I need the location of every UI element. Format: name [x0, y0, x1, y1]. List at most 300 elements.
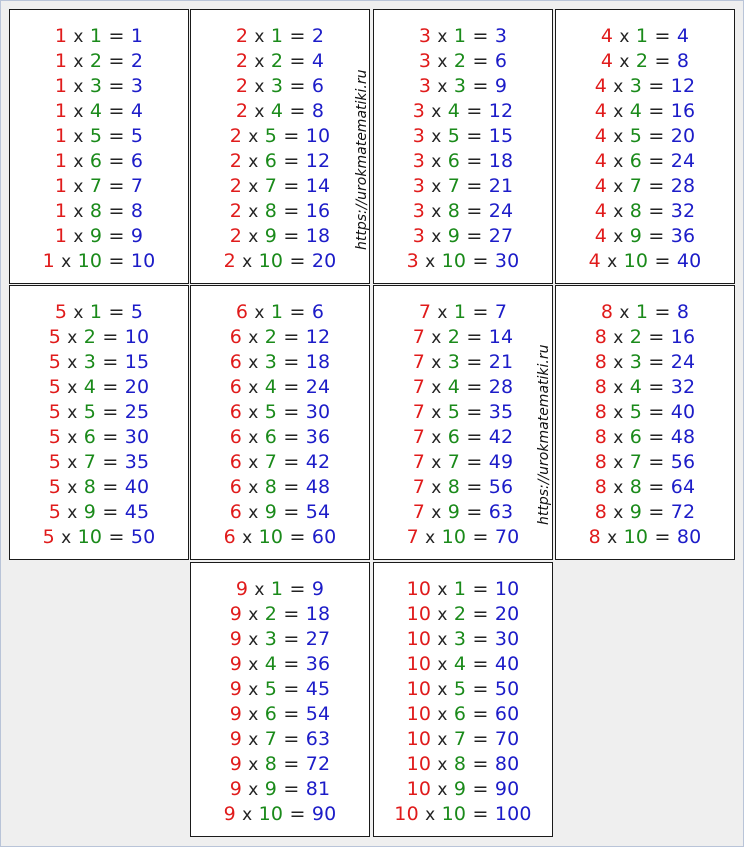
equals-sign: =	[108, 301, 125, 323]
table-row	[374, 802, 552, 827]
multiplier: 9	[264, 501, 278, 523]
multiplier: 3	[270, 75, 284, 97]
multiplier: 4	[629, 100, 643, 122]
equals-sign: =	[648, 376, 665, 398]
product: 63	[305, 728, 331, 750]
multiplier: 5	[83, 401, 97, 423]
equals-sign: =	[102, 351, 119, 373]
factor: 6	[229, 401, 243, 423]
factor: 7	[412, 376, 426, 398]
product: 16	[305, 200, 331, 222]
factor: 5	[48, 376, 62, 398]
multiplier: 1	[270, 301, 284, 323]
product: 36	[305, 653, 331, 675]
table-row	[191, 777, 369, 802]
table-row	[374, 500, 552, 525]
product: 12	[305, 150, 331, 172]
table-row	[374, 325, 552, 350]
product: 30	[494, 250, 520, 272]
times-sign: x	[431, 353, 442, 373]
times-sign: x	[619, 27, 630, 47]
multiplier: 4	[453, 653, 467, 675]
table-card-5	[9, 285, 189, 560]
equals-sign: =	[108, 250, 125, 272]
times-sign: x	[248, 428, 259, 448]
table-row	[10, 199, 188, 224]
table-row	[191, 702, 369, 727]
multiplier: 5	[89, 125, 103, 147]
table-row	[10, 350, 188, 375]
table-row	[556, 450, 734, 475]
equals-sign: =	[289, 25, 306, 47]
factor: 10	[406, 628, 432, 650]
multiplier: 8	[264, 476, 278, 498]
equals-sign: =	[472, 653, 489, 675]
equals-sign: =	[466, 175, 483, 197]
equals-sign: =	[108, 100, 125, 122]
multiplier: 5	[629, 401, 643, 423]
times-sign: x	[254, 77, 265, 97]
multiplier: 8	[83, 476, 97, 498]
times-sign: x	[73, 152, 84, 172]
times-sign: x	[67, 353, 78, 373]
factor: 3	[412, 100, 426, 122]
multiplier: 7	[447, 175, 461, 197]
table-row	[10, 425, 188, 450]
product: 3	[130, 75, 144, 97]
product: 45	[305, 678, 331, 700]
multiplier: 4	[629, 376, 643, 398]
factor: 7	[412, 426, 426, 448]
table-row	[556, 325, 734, 350]
product: 10	[305, 125, 331, 147]
product: 45	[124, 501, 150, 523]
equals-sign: =	[472, 578, 489, 600]
factor: 10	[406, 753, 432, 775]
factor: 6	[229, 501, 243, 523]
factor: 4	[594, 200, 608, 222]
table-row	[191, 124, 369, 149]
multiplier: 7	[89, 175, 103, 197]
product: 7	[494, 301, 508, 323]
multiplier: 7	[453, 728, 467, 750]
times-sign: x	[613, 353, 624, 373]
times-sign: x	[248, 730, 259, 750]
multiplier: 10	[441, 250, 467, 272]
product: 28	[670, 175, 696, 197]
factor: 7	[412, 326, 426, 348]
multiplier: 3	[447, 351, 461, 373]
table-row	[191, 74, 369, 99]
times-sign: x	[607, 252, 618, 272]
table-row	[556, 400, 734, 425]
times-sign: x	[242, 252, 253, 272]
equals-sign: =	[648, 150, 665, 172]
table-row	[374, 727, 552, 752]
product: 5	[130, 301, 144, 323]
multiplier: 9	[447, 501, 461, 523]
product: 18	[305, 351, 331, 373]
factor: 1	[54, 175, 68, 197]
product: 2	[311, 25, 325, 47]
factor: 3	[418, 25, 432, 47]
product: 10	[124, 326, 150, 348]
table-row	[374, 300, 552, 325]
equals-sign: =	[102, 376, 119, 398]
multiplier: 8	[447, 200, 461, 222]
factor: 10	[406, 603, 432, 625]
product: 15	[124, 351, 150, 373]
multiplier: 8	[453, 753, 467, 775]
equals-sign: =	[102, 326, 119, 348]
factor: 8	[594, 451, 608, 473]
times-sign: x	[73, 177, 84, 197]
multiplier: 3	[264, 628, 278, 650]
factor: 8	[594, 426, 608, 448]
product: 81	[305, 778, 331, 800]
factor: 7	[412, 476, 426, 498]
multiplier: 10	[258, 803, 284, 825]
factor: 9	[229, 653, 243, 675]
factor: 9	[229, 703, 243, 725]
table-row	[556, 249, 734, 274]
table-row	[374, 752, 552, 777]
table-row	[191, 350, 369, 375]
table-row	[191, 450, 369, 475]
times-sign: x	[431, 378, 442, 398]
table-row	[374, 199, 552, 224]
table-row	[374, 124, 552, 149]
equals-sign: =	[283, 150, 300, 172]
product: 14	[488, 326, 514, 348]
equals-sign: =	[472, 703, 489, 725]
multiplier: 8	[447, 476, 461, 498]
factor: 4	[588, 250, 601, 272]
times-sign: x	[431, 152, 442, 172]
factor: 4	[594, 75, 608, 97]
times-sign: x	[254, 303, 265, 323]
times-sign: x	[619, 52, 630, 72]
product: 4	[130, 100, 144, 122]
times-sign: x	[242, 805, 253, 825]
factor: 6	[229, 326, 243, 348]
product: 60	[311, 526, 337, 548]
table-row	[10, 149, 188, 174]
times-sign: x	[425, 528, 436, 548]
table-row	[556, 174, 734, 199]
product: 21	[488, 175, 514, 197]
multiplier: 5	[264, 125, 278, 147]
equals-sign: =	[648, 351, 665, 373]
times-sign: x	[67, 428, 78, 448]
multiplier: 1	[89, 25, 103, 47]
factor: 9	[229, 728, 243, 750]
equals-sign: =	[283, 351, 300, 373]
factor: 10	[406, 578, 432, 600]
times-sign: x	[619, 303, 630, 323]
factor: 4	[600, 50, 614, 72]
product: 20	[494, 603, 520, 625]
product: 42	[488, 426, 514, 448]
equals-sign: =	[466, 125, 483, 147]
equals-sign: =	[283, 678, 300, 700]
factor: 6	[229, 476, 243, 498]
times-sign: x	[437, 730, 448, 750]
product: 16	[670, 326, 696, 348]
times-sign: x	[425, 252, 436, 272]
multiplier: 9	[83, 501, 97, 523]
equals-sign: =	[283, 703, 300, 725]
multiplier: 6	[89, 150, 103, 172]
table-row	[556, 375, 734, 400]
times-sign: x	[613, 453, 624, 473]
table-row	[191, 475, 369, 500]
product: 12	[488, 100, 514, 122]
product: 70	[494, 728, 520, 750]
product: 28	[488, 376, 514, 398]
times-sign: x	[431, 202, 442, 222]
factor: 3	[418, 50, 432, 72]
multiplier: 5	[264, 678, 278, 700]
times-sign: x	[248, 630, 259, 650]
multiplier: 10	[77, 526, 103, 548]
watermark-top: https://urokmatematiki.ru	[354, 69, 370, 250]
product: 7	[130, 175, 144, 197]
factor: 7	[406, 526, 419, 548]
product: 24	[670, 351, 696, 373]
table-row	[374, 627, 552, 652]
equals-sign: =	[283, 476, 300, 498]
product: 36	[670, 225, 696, 247]
table-row	[374, 677, 552, 702]
factor: 1	[54, 225, 68, 247]
multiplier: 5	[264, 401, 278, 423]
factor: 9	[229, 753, 243, 775]
multiplier: 6	[83, 426, 97, 448]
multiplier: 5	[447, 401, 461, 423]
factor: 4	[594, 225, 608, 247]
equals-sign: =	[466, 426, 483, 448]
factor: 2	[229, 125, 243, 147]
equals-sign: =	[108, 225, 125, 247]
equals-sign: =	[108, 200, 125, 222]
factor: 5	[48, 426, 62, 448]
factor: 6	[229, 351, 243, 373]
equals-sign: =	[654, 301, 671, 323]
times-sign: x	[431, 428, 442, 448]
multiplier: 5	[453, 678, 467, 700]
table-row	[191, 149, 369, 174]
multiplier: 7	[264, 451, 278, 473]
table-rows	[10, 24, 188, 274]
equals-sign: =	[283, 125, 300, 147]
product: 27	[488, 225, 514, 247]
times-sign: x	[73, 303, 84, 323]
table-row	[374, 702, 552, 727]
factor: 8	[594, 401, 608, 423]
table-row	[10, 450, 188, 475]
times-sign: x	[437, 580, 448, 600]
times-sign: x	[67, 478, 78, 498]
equals-sign: =	[472, 25, 489, 47]
equals-sign: =	[283, 778, 300, 800]
equals-sign: =	[472, 803, 489, 825]
times-sign: x	[248, 453, 259, 473]
multiplier: 3	[453, 75, 467, 97]
factor: 6	[229, 376, 243, 398]
equals-sign: =	[472, 753, 489, 775]
times-sign: x	[613, 378, 624, 398]
table-row	[191, 500, 369, 525]
product: 18	[488, 150, 514, 172]
factor: 8	[588, 526, 601, 548]
equals-sign: =	[283, 603, 300, 625]
factor: 8	[594, 376, 608, 398]
times-sign: x	[437, 780, 448, 800]
factor: 10	[406, 653, 432, 675]
table-row	[191, 400, 369, 425]
table-row	[191, 677, 369, 702]
product: 20	[670, 125, 696, 147]
product: 40	[670, 401, 696, 423]
table-row	[191, 425, 369, 450]
multiplier: 3	[89, 75, 103, 97]
table-row	[191, 199, 369, 224]
product: 24	[488, 200, 514, 222]
equals-sign: =	[472, 50, 489, 72]
times-sign: x	[613, 403, 624, 423]
table-row	[10, 74, 188, 99]
factor: 2	[235, 75, 249, 97]
equals-sign: =	[289, 578, 306, 600]
table-rows	[191, 577, 369, 827]
factor: 3	[418, 75, 432, 97]
times-sign: x	[431, 403, 442, 423]
multiplier: 10	[441, 526, 467, 548]
multiplier: 4	[447, 376, 461, 398]
factor: 7	[412, 351, 426, 373]
table-row	[10, 99, 188, 124]
factor: 5	[48, 476, 62, 498]
multiplier: 3	[629, 75, 643, 97]
product: 90	[494, 778, 520, 800]
multiplier: 2	[270, 50, 284, 72]
table-card-2	[190, 9, 370, 284]
factor: 3	[406, 250, 419, 272]
equals-sign: =	[648, 501, 665, 523]
multiplier: 6	[264, 426, 278, 448]
multiplier: 2	[83, 326, 97, 348]
equals-sign: =	[108, 25, 125, 47]
equals-sign: =	[466, 501, 483, 523]
times-sign: x	[254, 52, 265, 72]
product: 18	[305, 225, 331, 247]
multiplier: 6	[264, 703, 278, 725]
equals-sign: =	[472, 778, 489, 800]
multiplier: 3	[83, 351, 97, 373]
factor: 6	[229, 426, 243, 448]
times-sign: x	[613, 328, 624, 348]
times-sign: x	[73, 102, 84, 122]
multiplier: 8	[264, 753, 278, 775]
multiplier: 4	[270, 100, 284, 122]
factor: 9	[235, 578, 249, 600]
table-row	[374, 602, 552, 627]
equals-sign: =	[654, 25, 671, 47]
times-sign: x	[73, 27, 84, 47]
table-row	[556, 350, 734, 375]
table-row	[191, 49, 369, 74]
times-sign: x	[437, 605, 448, 625]
table-row	[191, 300, 369, 325]
equals-sign: =	[648, 200, 665, 222]
factor: 5	[48, 326, 62, 348]
product: 14	[305, 175, 331, 197]
factor: 4	[594, 100, 608, 122]
times-sign: x	[431, 478, 442, 498]
multiplier: 4	[83, 376, 97, 398]
times-sign: x	[67, 453, 78, 473]
times-sign: x	[613, 177, 624, 197]
times-sign: x	[248, 177, 259, 197]
product: 64	[670, 476, 696, 498]
factor: 7	[412, 451, 426, 473]
multiplier: 3	[453, 628, 467, 650]
factor: 5	[48, 401, 62, 423]
multiplier: 4	[447, 100, 461, 122]
table-row	[374, 525, 552, 550]
times-sign: x	[248, 202, 259, 222]
table-row	[191, 652, 369, 677]
product: 16	[670, 100, 696, 122]
table-row	[374, 149, 552, 174]
table-row	[10, 300, 188, 325]
multiplier: 10	[441, 803, 467, 825]
multiplier: 6	[447, 426, 461, 448]
equals-sign: =	[466, 451, 483, 473]
table-row	[191, 174, 369, 199]
equals-sign: =	[289, 100, 306, 122]
product: 32	[670, 200, 696, 222]
times-sign: x	[248, 403, 259, 423]
product: 12	[305, 326, 331, 348]
equals-sign: =	[472, 250, 489, 272]
product: 6	[311, 75, 325, 97]
times-sign: x	[73, 202, 84, 222]
times-sign: x	[248, 152, 259, 172]
times-sign: x	[613, 227, 624, 247]
multiplier: 5	[629, 125, 643, 147]
equals-sign: =	[283, 728, 300, 750]
watermark-middle: https://urokmatematiki.ru	[536, 344, 552, 525]
multiplier: 4	[89, 100, 103, 122]
multiplier: 10	[77, 250, 103, 272]
table-row	[556, 124, 734, 149]
factor: 5	[48, 451, 62, 473]
table-rows	[556, 300, 734, 550]
times-sign: x	[248, 353, 259, 373]
equals-sign: =	[466, 326, 483, 348]
product: 21	[488, 351, 514, 373]
equals-sign: =	[654, 250, 671, 272]
equals-sign: =	[283, 501, 300, 523]
table-row	[10, 525, 188, 550]
times-sign: x	[431, 453, 442, 473]
product: 25	[124, 401, 150, 423]
factor: 1	[54, 25, 68, 47]
table-rows	[374, 577, 552, 827]
product: 50	[494, 678, 520, 700]
